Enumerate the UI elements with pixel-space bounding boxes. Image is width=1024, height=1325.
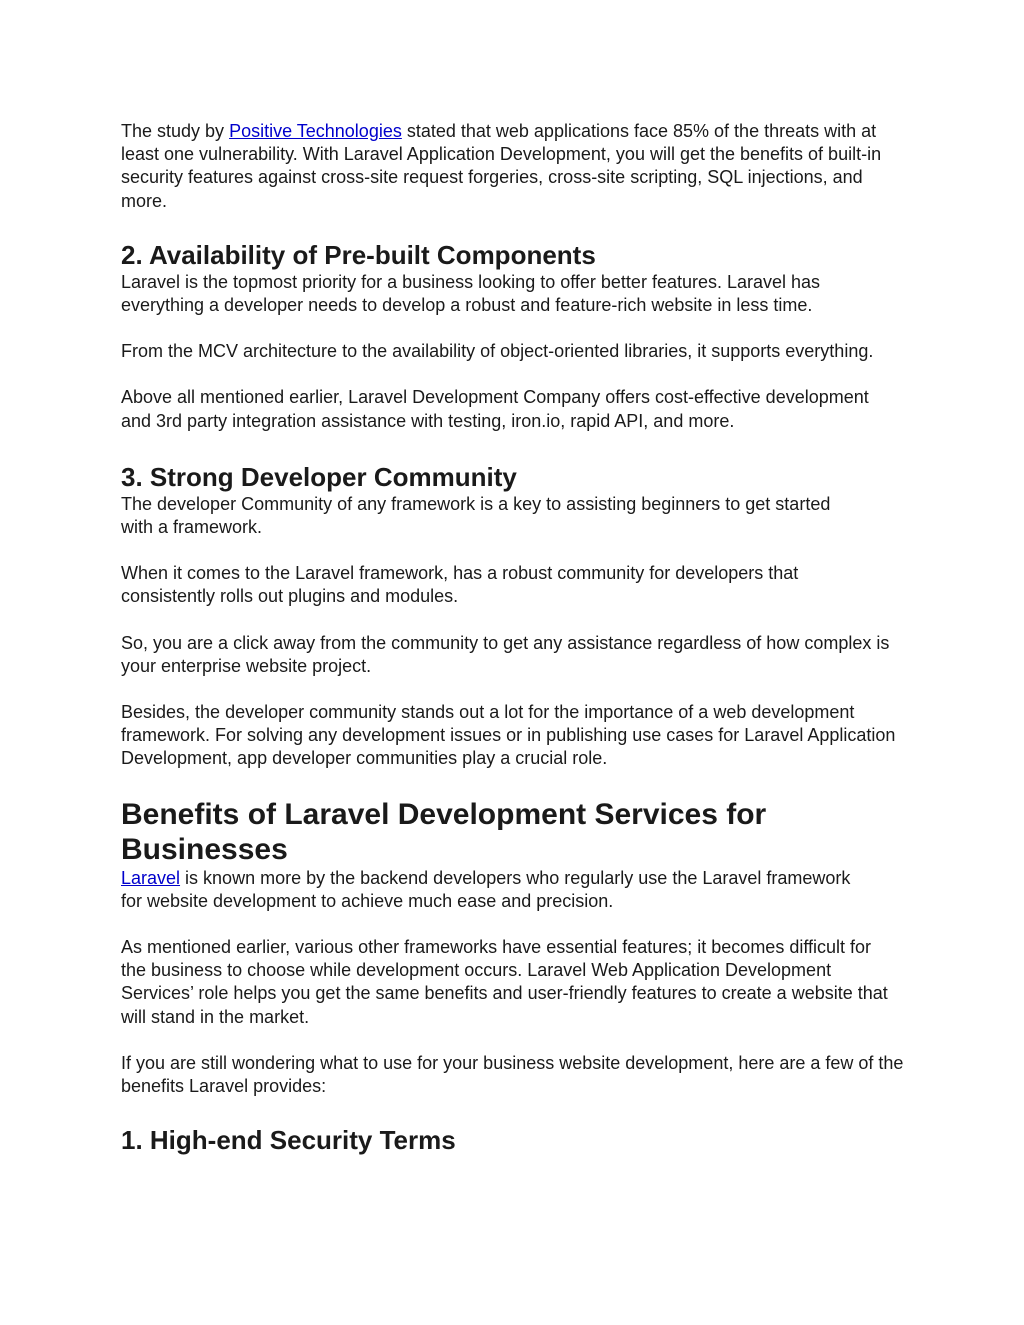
section3-paragraph-3: So, you are a click away from the community to get any assistance regardless of how complex is your enterprise website project. bbox=[121, 632, 890, 676]
positive-technologies-link[interactable]: Positive Technologies bbox=[229, 121, 402, 141]
section2-heading: 2. Availability of Pre-built Components bbox=[121, 239, 596, 270]
intro-suffix: stated that web applications face 85% of the threats with at least one vulnerability. With Laravel Application Development, you will get the benefits of built-in security features against cross-site request forgeries, cross-site scripting, SQL injections, and more. bbox=[121, 121, 882, 211]
section2-paragraph-3: Above all mentioned earlier, Laravel Development Company offers cost-effective development and 3rd party integration assistance with testing, iron.io, rapid API, and more. bbox=[121, 387, 869, 431]
benefits-paragraph-3: If you are still wondering what to use for your business website development, here are a few of the benefits Laravel provides: bbox=[121, 1052, 904, 1097]
intro-prefix: The study by bbox=[121, 121, 230, 141]
section1b-heading: 1. High-end Security Terms bbox=[121, 1125, 456, 1156]
section3-paragraph-4: Besides, the developer community stands out a lot for the importance of a web development framework. For solving any development issues or in publishing use cases for Laravel Application Development, app developer communities play a crucial role. bbox=[121, 702, 896, 769]
benefits-paragraph-1 bbox=[121, 867, 851, 913]
laravel-link[interactable]: Laravel bbox=[121, 867, 181, 888]
section3-heading: 3. Strong Developer Community bbox=[121, 461, 517, 492]
benefits-paragraph-1-text: is known more by the backend developers who regularly use the Laravel framework for website development to achieve much ease and precision. bbox=[121, 867, 851, 911]
benefits-heading: Benefits of Laravel Development Services for Businesses bbox=[121, 797, 767, 866]
benefits-paragraph-2: As mentioned earlier, various other frameworks have essential features; it becomes difficult for the business to choose while development occurs. Laravel Web Application Development Services’ role helps you get the same benefits and user-friendly features to create a website that will stand in the market. bbox=[121, 937, 888, 1027]
intro-paragraph bbox=[121, 120, 911, 213]
section2-paragraph-2: From the MCV architecture to the availability of object-oriented libraries, it supports everything. bbox=[121, 341, 874, 362]
section3-paragraph-1: The developer Community of any framework is a key to assisting beginners to get started with a framework. bbox=[121, 493, 831, 538]
section2-paragraph-1: Laravel is the topmost priority for a business looking to offer better features. Laravel has everything a developer needs to develop a robust and feature-rich website in less time. bbox=[121, 271, 821, 316]
section3-paragraph-2: When it comes to the Laravel framework, has a robust community for developers that consistently rolls out plugins and modules. bbox=[121, 563, 799, 607]
